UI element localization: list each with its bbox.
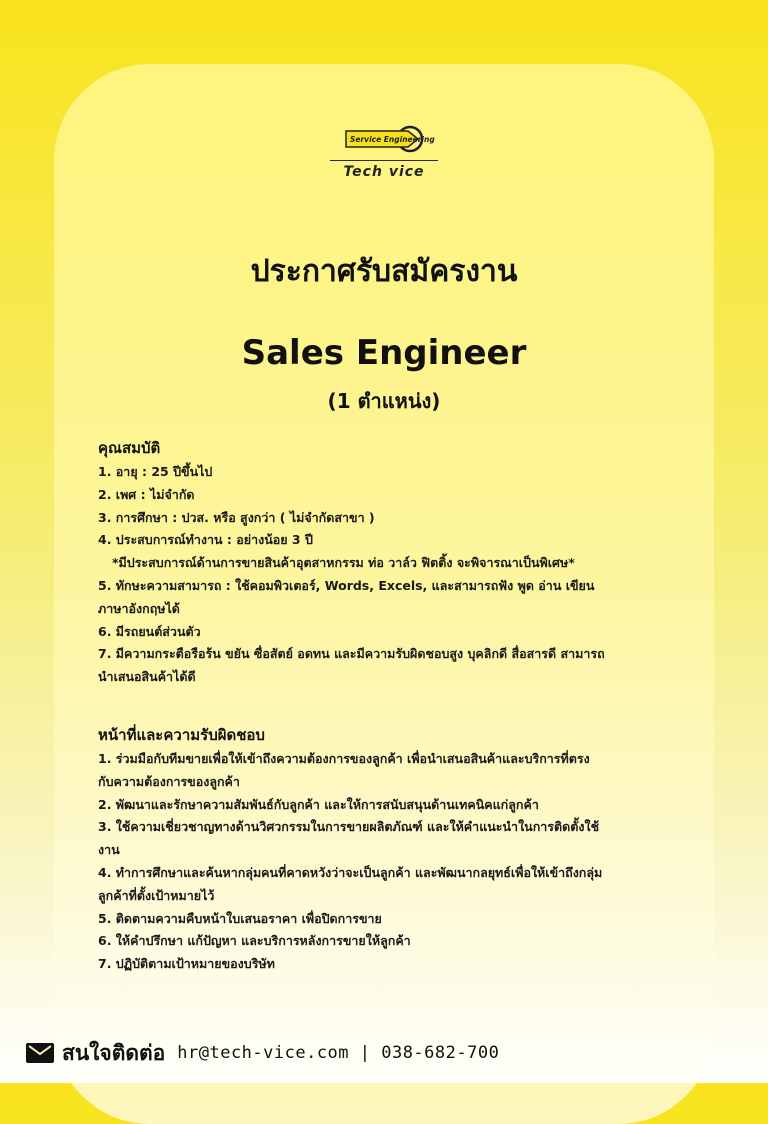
contact-info[interactable]: hr@tech-vice.com | 038-682-700 bbox=[177, 1043, 500, 1063]
position-count: (1 ตำแหน่ง) bbox=[327, 389, 441, 413]
contact-label: สนใจติดต่อ bbox=[62, 1040, 166, 1065]
duties-section bbox=[98, 724, 688, 976]
logo-company-name: Tech vice bbox=[343, 164, 425, 180]
service-engineering-badge-icon bbox=[342, 126, 435, 156]
qualification-item: นำเสนอสินค้าได้ดี bbox=[98, 669, 196, 685]
qualification-item: 6. มีรถยนต์ส่วนตัว bbox=[98, 623, 201, 639]
logo-divider bbox=[330, 160, 438, 161]
qualification-note: *มีประสบการณ์ด้านการขายสินค้าอุตสาหกรรม ท่อ วาล์ว ฟิตติ้ง จะพิจารณาเป็นพิเศษ* bbox=[112, 555, 575, 571]
company-logo bbox=[330, 118, 438, 188]
duty-item: 5. ติดตามความคืบหน้าใบเสนอราคา เพื่อปิดการขาย bbox=[98, 910, 382, 926]
duty-item: กับความต้องการของลูกค้า bbox=[98, 773, 240, 789]
mail-icon bbox=[26, 1043, 54, 1063]
duty-item: งาน bbox=[98, 842, 120, 858]
duties-heading: หน้าที่และความรับผิดชอบ bbox=[98, 726, 265, 744]
duty-item: 2. พัฒนาและรักษาความสัมพันธ์กับลูกค้า และให้การสนับสนุนด้านเทคนิคแก่ลูกค้า bbox=[98, 796, 539, 812]
contact-bar bbox=[26, 1040, 499, 1066]
duty-item: 7. ปฏิบัติตามเป้าหมายของบริษัท bbox=[98, 956, 275, 972]
job-title: Sales Engineer bbox=[241, 333, 527, 373]
duty-item: 3. ใช้ความเชี่ยวชาญทางด้านวิศวกรรมในการขายผลิตภัณฑ์ และให้คำแนะนำในการติดตั้งใช้ bbox=[98, 819, 600, 835]
qualification-item: ภาษาอังกฤษได้ bbox=[98, 600, 180, 616]
qualification-item: 3. การศึกษา : ปวส. หรือ สูงกว่า ( ไม่จำกัดสาขา ) bbox=[98, 509, 375, 525]
page-title-thai: ประกาศรับสมัครงาน bbox=[250, 254, 518, 289]
qualification-item: 2. เพศ : ไม่จำกัด bbox=[98, 486, 195, 502]
duty-item: 4. ทำการศึกษาและค้นหากลุ่มคนที่คาดหวังว่าจะเป็นลูกค้า และพัฒนากลยุทธ์เพื่อให้เข้าถึงกลุ่ม bbox=[98, 864, 603, 880]
qualification-item: 5. ทักษะความสามารถ : ใช้คอมพิวเตอร์, Words, Excels, และสามารถฟัง พูด อ่าน เขียน bbox=[98, 577, 595, 593]
qualifications-heading: คุณสมบัติ bbox=[98, 439, 161, 457]
qualification-item: 4. ประสบการณ์ทำงาน : อย่างน้อย 3 ปี bbox=[98, 532, 313, 548]
qualification-item: 1. อายุ : 25 ปีขึ้นไป bbox=[98, 464, 213, 479]
duty-item: ลูกค้าที่ตั้งเป้าหมายไว้ bbox=[98, 887, 215, 903]
duty-item: 1. ร่วมมือกับทีมขายเพื่อให้เข้าถึงความต้องการของลูกค้า เพื่อนำเสนอสินค้าและบริการที่ตรง bbox=[98, 751, 590, 766]
qualifications-section bbox=[98, 437, 688, 689]
duty-item: 6. ให้คำปรึกษา แก้ปัญหา และบริการหลังการขายให้ลูกค้า bbox=[98, 933, 411, 949]
logo-badge-text: Service Engineering bbox=[350, 135, 435, 144]
qualification-item: 7. มีความกระตือรือร้น ขยัน ซื่อสัตย์ อดทน และมีความรับผิดชอบสูง บุคลิกดี สื่อสารดี สามารถ bbox=[98, 646, 605, 662]
